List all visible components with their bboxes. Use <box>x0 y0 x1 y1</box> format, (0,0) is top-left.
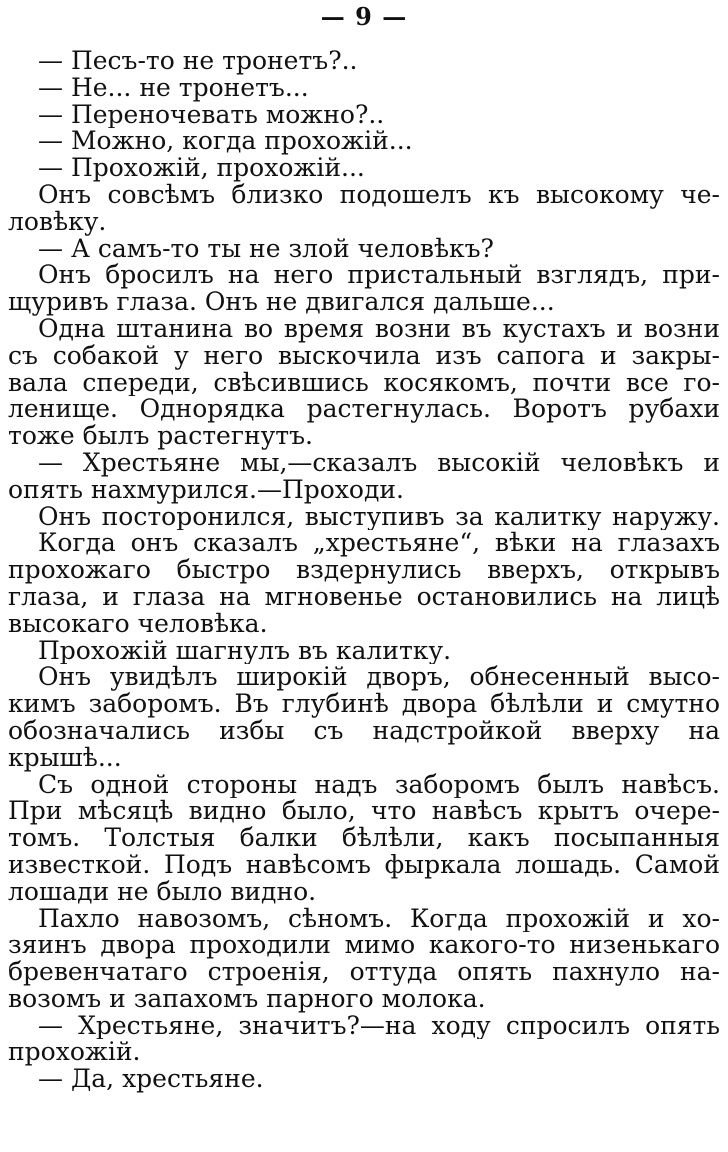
text-line: ленище. Однорядка растегнулась. Воротъ рубахи <box>8 396 720 424</box>
text-line: Онъ бросилъ на него пристальный взглядъ, при- <box>38 262 720 290</box>
text-line: зяинъ двора проходили мимо какого-то низенькаго <box>8 932 720 960</box>
text-line: обозначались избы съ надстройкой вверху на <box>8 717 720 745</box>
text-line: тоже былъ растегнутъ. <box>8 423 313 450</box>
text-line: вала спереди, свѣсившись косякомъ, почти все го- <box>8 369 720 397</box>
text-line: — Переночевать можно?.. <box>38 101 385 129</box>
body-text <box>8 48 720 1093</box>
text-line: опять нахмурился.—Проходи. <box>8 476 404 504</box>
text-line: — А самъ-то ты не злой человѣкъ? <box>38 235 494 263</box>
text-line: — Хрестьяне, значитъ?—на ходу спросилъ опять <box>38 1012 720 1040</box>
text-line: ловѣку. <box>8 208 107 236</box>
text-line: щуривъ глаза. Онъ не двигался дальше... <box>8 289 555 316</box>
text-line: возомъ и запахомъ парного молока. <box>8 985 486 1013</box>
text-line: Онъ посторонился, выступивъ за калитку наружу. <box>38 503 720 531</box>
text-line: Прохожій шагнулъ въ калитку. <box>38 637 452 665</box>
text-line: — Не... не тронетъ... <box>38 74 309 102</box>
text-line: глаза, и глаза на мгновенье остановились на лицѣ <box>8 583 720 611</box>
text-line: томъ. Толстыя балки бѣлѣли, какъ посыпанныя <box>8 825 720 852</box>
text-line: Онъ совсѣмъ близко подошелъ къ высокому че- <box>38 181 720 209</box>
text-line: известкой. Подъ навѣсомъ фыркала лошадь. Самой <box>8 851 720 879</box>
text-line: — Да, хрестьяне. <box>38 1066 264 1094</box>
text-line: лошади не было видно. <box>8 878 317 906</box>
text-line: бревенчатаго строенія, оттуда опять пахнуло на- <box>8 959 720 986</box>
text-line: кимъ заборомъ. Въ глубинѣ двора бѣлѣли и смутно <box>8 691 720 718</box>
text-line: Пахло навозомъ, сѣномъ. Когда прохожій и хо- <box>38 905 720 933</box>
text-line: — Прохожій, прохожій... <box>38 155 365 182</box>
text-line: высокаго человѣка. <box>8 610 268 638</box>
text-line: — Хрестьяне мы,—сказалъ высокій человѣкъ и <box>38 449 720 477</box>
text-line: При мѣсяцѣ видно было, что навѣсъ крытъ очере- <box>8 798 720 826</box>
text-line: прохожій. <box>8 1039 141 1067</box>
text-line: Съ одной стороны надъ заборомъ былъ навѣсъ. <box>38 771 720 799</box>
text-line: прохожаго быстро вздернулись вверхъ, открывъ <box>8 557 720 584</box>
text-line: съ собакой у него выскочила изъ сапога и закры- <box>8 342 720 370</box>
text-line: — Песъ-то не тронетъ?.. <box>38 48 358 75</box>
page-number: — 9 — <box>320 2 408 31</box>
text-line: Онъ увидѣлъ широкій дворъ, обнесенный высо- <box>38 664 720 692</box>
text-line: — Можно, когда прохожій... <box>38 128 413 156</box>
text-line: Одна штанина во время возни въ кустахъ и возни <box>38 315 720 343</box>
text-line: Когда онъ сказалъ „хрестьяне“, вѣки на глазахъ <box>38 530 720 558</box>
text-line: крышѣ... <box>8 744 122 772</box>
